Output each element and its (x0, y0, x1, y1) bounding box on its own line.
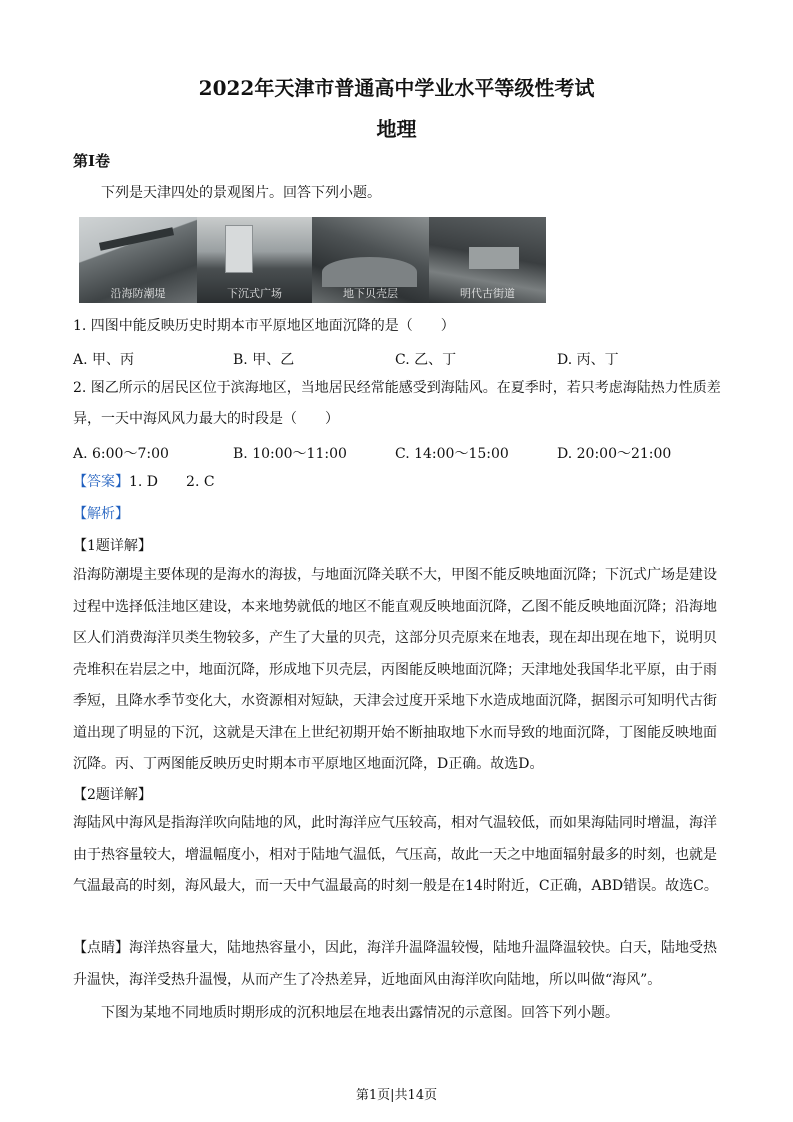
q2-option-b: B. 10:00～11:00 (233, 446, 347, 462)
tip-label: 【点睛】 (73, 940, 129, 956)
page-footer: 第1页|共14页 (355, 1088, 438, 1103)
exam-title: 2022年天津市普通高中学业水平等级性考试 (198, 76, 595, 100)
photo-sunken-plaza (197, 217, 312, 303)
tip-paragraph (73, 933, 723, 996)
photo-caption: 地下贝壳层 (343, 287, 398, 300)
question-1-stem: 1. 四图中能反映历史时期本市平原地区地面沉降的是（ ） (73, 318, 455, 334)
q1-option-d: D. 丙、丁 (557, 352, 619, 368)
section-heading: 第I卷 (73, 152, 111, 170)
photo-ming-street (429, 217, 546, 303)
answer-label: 【答案】 (73, 474, 129, 490)
detail-1-text: 沿海防潮堤主要体现的是海水的海拔，与地面沉降关联不大，甲图不能反映地面沉降；下沉式广场是建设过程中选择低洼地区建设，本来地势就低的地区不能直观反映地面沉降，乙图不能反映地面沉降；沿海地区人们消费海洋贝类生物较多，产生了大量的贝壳，这部分贝壳原来在地表，现在却出现在地下，说明贝壳堆积在岩层之中，地面沉降，形成地下贝壳层，丙图能反映地面沉降；天津地处我国华北平原，由于雨季短，且降水季节变化大，水资源相对短缺，天津会过度开采地下水造成地面沉降，据图示可知明代古街道出现了明显的下沉，这就是天津在上世纪初期开始不断抽取地下水而导致的地面沉降，丁图能反映地面沉降。丙、丁两图能反映历史时期本市平原地区地面沉降，D正确。故选D。 (73, 567, 717, 772)
detail-2-text: 海陆风中海风是指海洋吹向陆地的风，此时海洋应气压较高，相对气温较低，而如果海陆同时增温，海洋由于热容量较大，增温幅度小，相对于陆地气温低，气压高，故此一天之中地面辐射最多的时刻，也就是气温最高的时刻，海风最大，而一天中气温最高的时刻一般是在14时附近，C正确，ABD错误。故选C。 (73, 815, 718, 894)
detail-1-label: 【1题详解】 (73, 538, 152, 554)
q1-option-a: A. 甲、丙 (73, 352, 135, 368)
subject-title: 地理 (376, 117, 417, 141)
analysis-label: 【解析】 (73, 506, 129, 522)
question-2-stem-line2: 异，一天中海风风力最大的时段是（ ） (73, 411, 339, 427)
photo-seawall (79, 217, 197, 303)
q2-option-c: C. 14:00～15:00 (395, 446, 509, 462)
question-2-stem-line1: 2. 图乙所示的居民区位于滨海地区，当地居民经常能感受到海陆风。在夏季时，若只考虑海陆热力性质差 (73, 380, 721, 396)
q2-option-a: A. 6:00～7:00 (73, 446, 169, 462)
photo-caption: 下沉式广场 (227, 287, 282, 300)
intro-text-1: 下列是天津四处的景观图片。回答下列小题。 (101, 185, 381, 201)
photo-shell-layer (312, 217, 429, 303)
detail-2-label: 【2题详解】 (73, 787, 152, 803)
photo-caption: 明代古街道 (460, 287, 515, 300)
photo-caption: 沿海防潮堤 (110, 287, 166, 300)
answer-text: 1. D 2. C (129, 474, 215, 490)
landscape-photo-strip (79, 217, 546, 303)
q2-option-d: D. 20:00～21:00 (557, 446, 672, 462)
q1-option-b: B. 甲、乙 (233, 352, 295, 368)
intro-text-2: 下图为某地不同地质时期形成的沉积地层在地表出露情况的示意图。回答下列小题。 (101, 1005, 619, 1021)
answer-line (73, 472, 215, 492)
tip-text: 海洋热容量大，陆地热容量小，因此，海洋升温降温较慢，陆地升温降温较快。白天，陆地受热升温快，海洋受热升温慢，从而产生了冷热差异，近地面风由海洋吹向陆地，所以叫做“海风”。 (73, 940, 717, 988)
q1-option-c: C. 乙、丁 (395, 352, 457, 368)
